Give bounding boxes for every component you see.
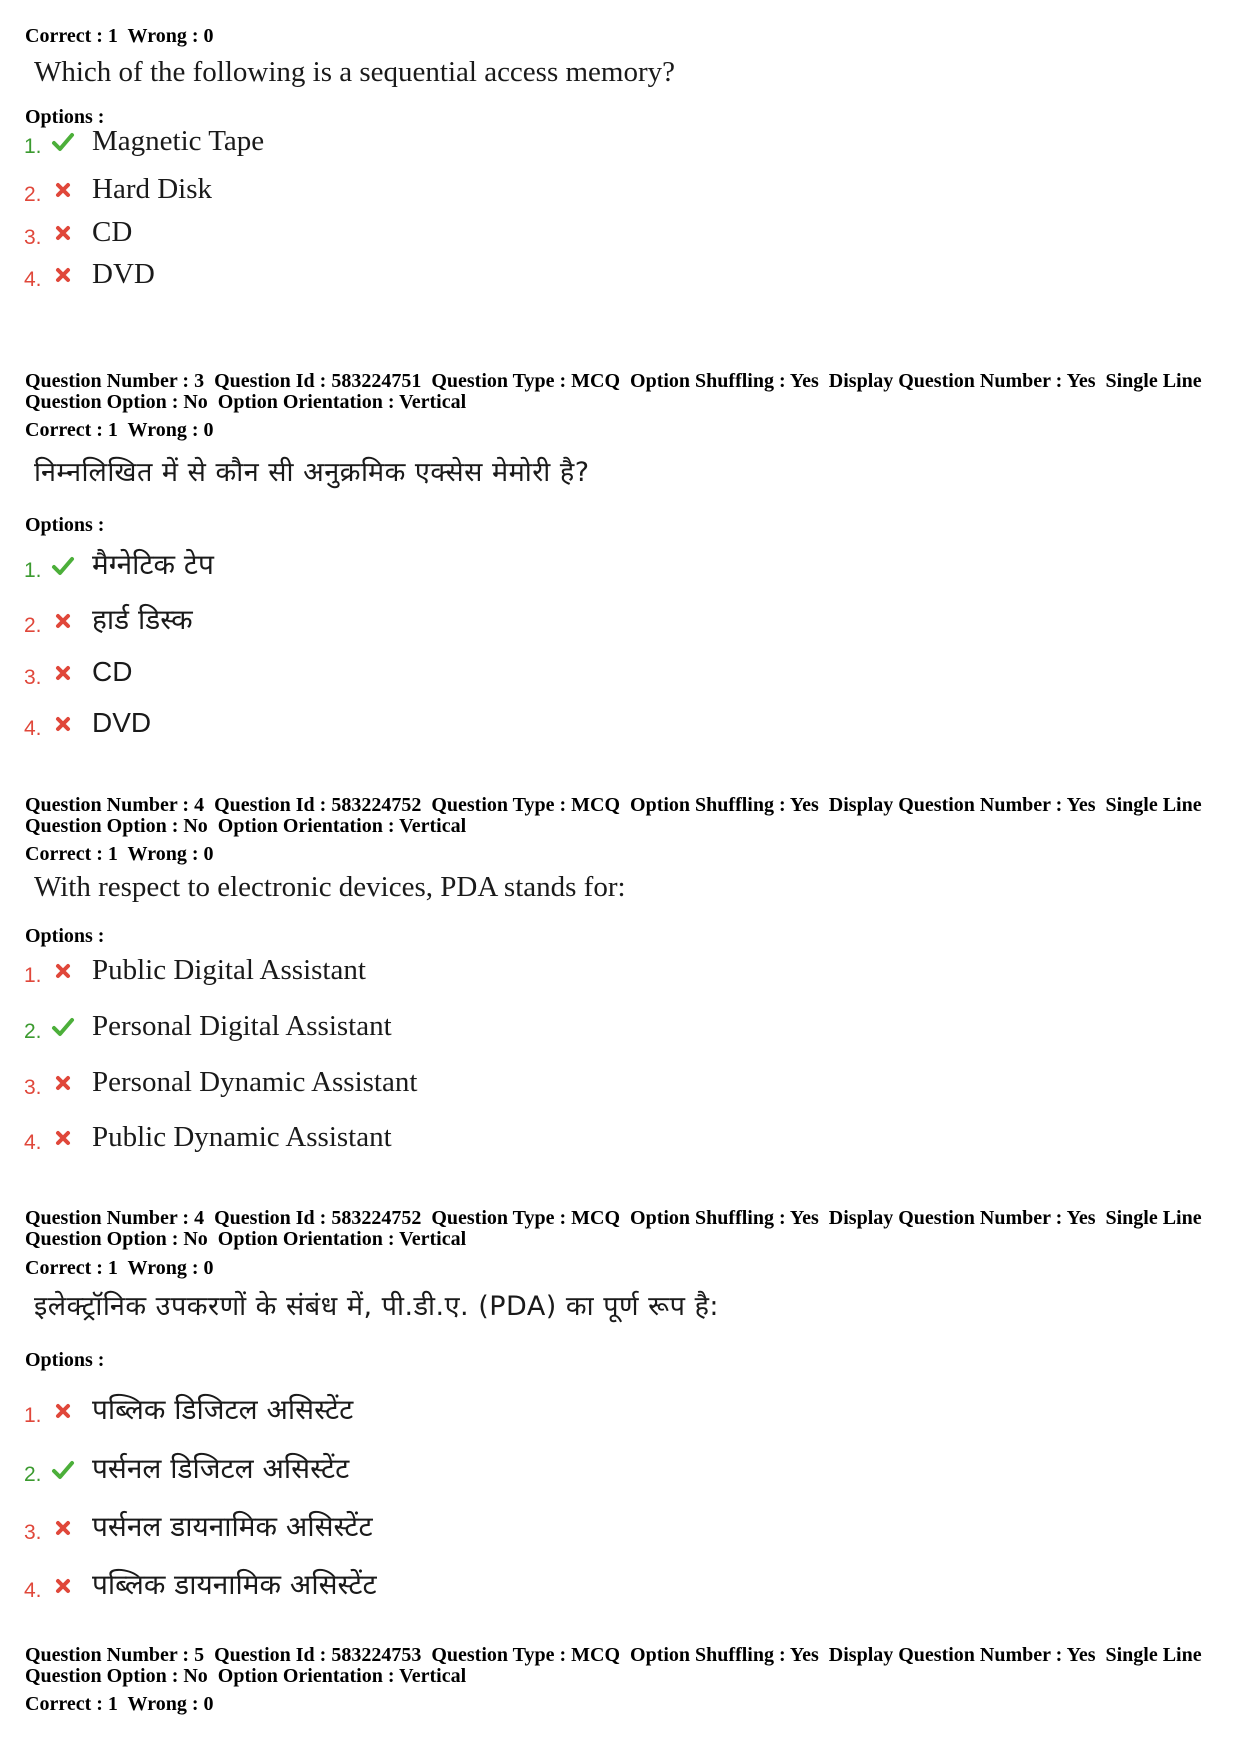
question-meta: Question Number : 4 Question Id : 583224752 Question Type : MCQ Option Shuffling : Yes Display Question Number : Yes Single Line Question Option : No Option Orientation : Vertical	[25, 794, 1207, 837]
option-item	[24, 603, 724, 643]
option-text: Personal Digital Assistant	[92, 1010, 392, 1042]
option-text: Hard Disk	[92, 173, 213, 205]
check-icon	[51, 554, 75, 578]
cross-icon	[51, 221, 75, 245]
question-text: इलेक्ट्रॉनिक उपकरणों के संबंध में, पी.डी.ए. (PDA) का पूर्ण रूप है:	[34, 1291, 719, 1322]
option-number: 2.	[24, 1463, 42, 1486]
cross-icon	[51, 1574, 75, 1598]
question-meta: Question Number : 5 Question Id : 583224753 Question Type : MCQ Option Shuffling : Yes Display Question Number : Yes Single Line Question Option : No Option Orientation : Vertical	[25, 1644, 1207, 1687]
option-number: 1.	[24, 559, 42, 582]
option-item	[24, 1452, 724, 1492]
option-text: CD	[92, 656, 133, 687]
cross-icon	[51, 178, 75, 202]
options-label: Options :	[25, 925, 105, 947]
option-item	[24, 257, 724, 297]
question-text: With respect to electronic devices, PDA stands for:	[34, 871, 626, 903]
option-item	[24, 548, 724, 588]
option-item	[24, 1120, 724, 1160]
option-text: DVD	[92, 258, 155, 290]
options-label: Options :	[25, 106, 105, 128]
option-text: पर्सनल डिजिटल असिस्टेंट	[92, 1452, 350, 1485]
option-number: 4.	[24, 1579, 42, 1602]
option-text: मैग्नेटिक टेप	[92, 548, 214, 581]
option-text: DVD	[92, 707, 152, 738]
option-text: पब्लिक डिजिटल असिस्टेंट	[92, 1393, 354, 1426]
option-text: हार्ड डिस्क	[92, 603, 193, 636]
check-icon	[51, 1015, 75, 1039]
option-item	[24, 1568, 724, 1608]
option-number: 1.	[24, 1404, 42, 1427]
cross-icon	[51, 263, 75, 287]
question-text: निम्नलिखित में से कौन सी अनुक्रमिक एक्सेस मेमोरी है?	[34, 457, 590, 488]
score-line: Correct : 1 Wrong : 0	[25, 419, 214, 441]
option-number: 2.	[24, 614, 42, 637]
cross-icon	[51, 959, 75, 983]
option-number: 1.	[24, 135, 42, 158]
check-icon	[51, 1458, 75, 1482]
option-text: Personal Dynamic Assistant	[92, 1066, 418, 1098]
options-label: Options :	[25, 514, 105, 536]
cross-icon	[51, 1126, 75, 1150]
option-item	[24, 655, 724, 695]
score-line: Correct : 1 Wrong : 0	[25, 843, 214, 865]
option-item	[24, 1393, 724, 1433]
question-meta: Question Number : 4 Question Id : 583224752 Question Type : MCQ Option Shuffling : Yes Display Question Number : Yes Single Line Question Option : No Option Orientation : Vertical	[25, 1207, 1207, 1250]
option-text: Magnetic Tape	[92, 125, 265, 157]
option-item	[24, 953, 724, 993]
cross-icon	[51, 1516, 75, 1540]
option-number: 3.	[24, 1076, 42, 1099]
option-item	[24, 124, 724, 164]
score-line: Correct : 1 Wrong : 0	[25, 1693, 214, 1715]
cross-icon	[51, 712, 75, 736]
score-line: Correct : 1 Wrong : 0	[25, 25, 214, 47]
score-line: Correct : 1 Wrong : 0	[25, 1257, 214, 1279]
option-number: 4.	[24, 717, 42, 740]
option-number: 2.	[24, 1020, 42, 1043]
cross-icon	[51, 1399, 75, 1423]
option-number: 4.	[24, 268, 42, 291]
option-number: 3.	[24, 226, 42, 249]
option-number: 4.	[24, 1131, 42, 1154]
options-label: Options :	[25, 1349, 105, 1371]
option-text: Public Dynamic Assistant	[92, 1121, 392, 1153]
option-item	[24, 1510, 724, 1550]
option-item	[24, 172, 724, 212]
option-number: 2.	[24, 183, 42, 206]
option-text: पर्सनल डायनामिक असिस्टेंट	[92, 1510, 373, 1543]
option-item	[24, 706, 724, 746]
question-meta: Question Number : 3 Question Id : 583224751 Question Type : MCQ Option Shuffling : Yes Display Question Number : Yes Single Line Question Option : No Option Orientation : Vertical	[25, 370, 1207, 413]
cross-icon	[51, 661, 75, 685]
option-number: 1.	[24, 964, 42, 987]
cross-icon	[51, 1071, 75, 1095]
option-text: CD	[92, 216, 133, 248]
option-number: 3.	[24, 1521, 42, 1544]
check-icon	[51, 130, 75, 154]
cross-icon	[51, 609, 75, 633]
option-item	[24, 215, 724, 255]
option-item	[24, 1009, 724, 1049]
option-item	[24, 1065, 724, 1105]
option-text: पब्लिक डायनामिक असिस्टेंट	[92, 1568, 377, 1601]
option-number: 3.	[24, 666, 42, 689]
question-text: Which of the following is a sequential access memory?	[34, 56, 676, 88]
option-text: Public Digital Assistant	[92, 954, 366, 986]
